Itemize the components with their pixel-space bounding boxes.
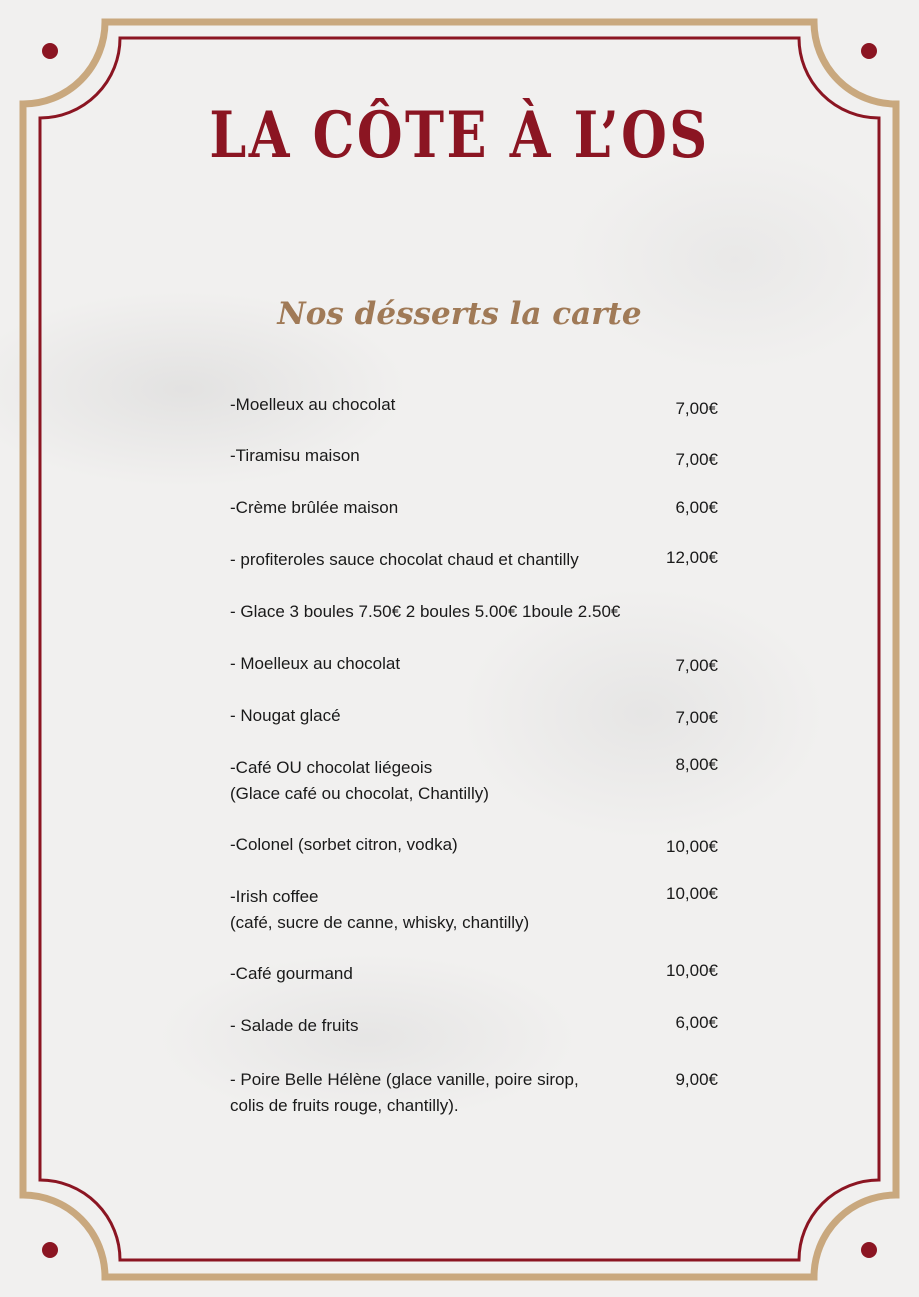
item-price: 8,00€ <box>675 755 718 774</box>
item-detail: (café, sucre de canne, whisky, chantilly) <box>230 913 530 932</box>
item-name: -Tiramisu maison <box>230 446 360 465</box>
item-price: 7,00€ <box>675 656 718 675</box>
item-price: 7,00€ <box>675 450 718 469</box>
item-price: 6,00€ <box>675 498 718 517</box>
menu-subtitle: Nos désserts la carte <box>277 296 642 332</box>
item-price: 7,00€ <box>675 399 718 418</box>
item-name: - Salade de fruits <box>230 1016 359 1035</box>
item-name: -Café OU chocolat liégeois <box>230 758 433 777</box>
corner-dot-bottom-right <box>861 1242 877 1258</box>
item-name: -Crème brûlée maison <box>230 498 399 517</box>
item-detail: colis de fruits rouge, chantilly). <box>230 1096 459 1115</box>
item-price: 12,00€ <box>666 548 718 567</box>
item-price: 10,00€ <box>666 961 718 980</box>
item-name: -Moelleux au chocolat <box>230 395 396 414</box>
item-price: 9,00€ <box>675 1070 718 1089</box>
corner-dot-top-left <box>42 43 58 59</box>
item-price: 10,00€ <box>666 837 718 856</box>
item-price: 6,00€ <box>675 1013 718 1032</box>
item-name: - profiteroles sauce chocolat chaud et chantilly <box>230 550 579 569</box>
item-price: 7,00€ <box>675 708 718 727</box>
item-name: - Nougat glacé <box>230 706 341 725</box>
corner-dot-top-right <box>861 43 877 59</box>
item-name: -Colonel (sorbet citron, vodka) <box>230 835 458 854</box>
restaurant-title: LA CÔTE À L’OS <box>209 98 710 173</box>
item-name: - Moelleux au chocolat <box>230 654 401 673</box>
item-name: -Irish coffee <box>230 887 319 906</box>
item-detail: (Glace café ou chocolat, Chantilly) <box>230 784 489 803</box>
corner-dot-bottom-left <box>42 1242 58 1258</box>
item-name: - Glace 3 boules 7.50€ 2 boules 5.00€ 1boule 2.50€ <box>230 602 621 621</box>
item-price: 10,00€ <box>666 884 718 903</box>
item-name: -Café gourmand <box>230 964 353 983</box>
item-name: - Poire Belle Hélène (glace vanille, poire sirop, <box>230 1070 579 1089</box>
